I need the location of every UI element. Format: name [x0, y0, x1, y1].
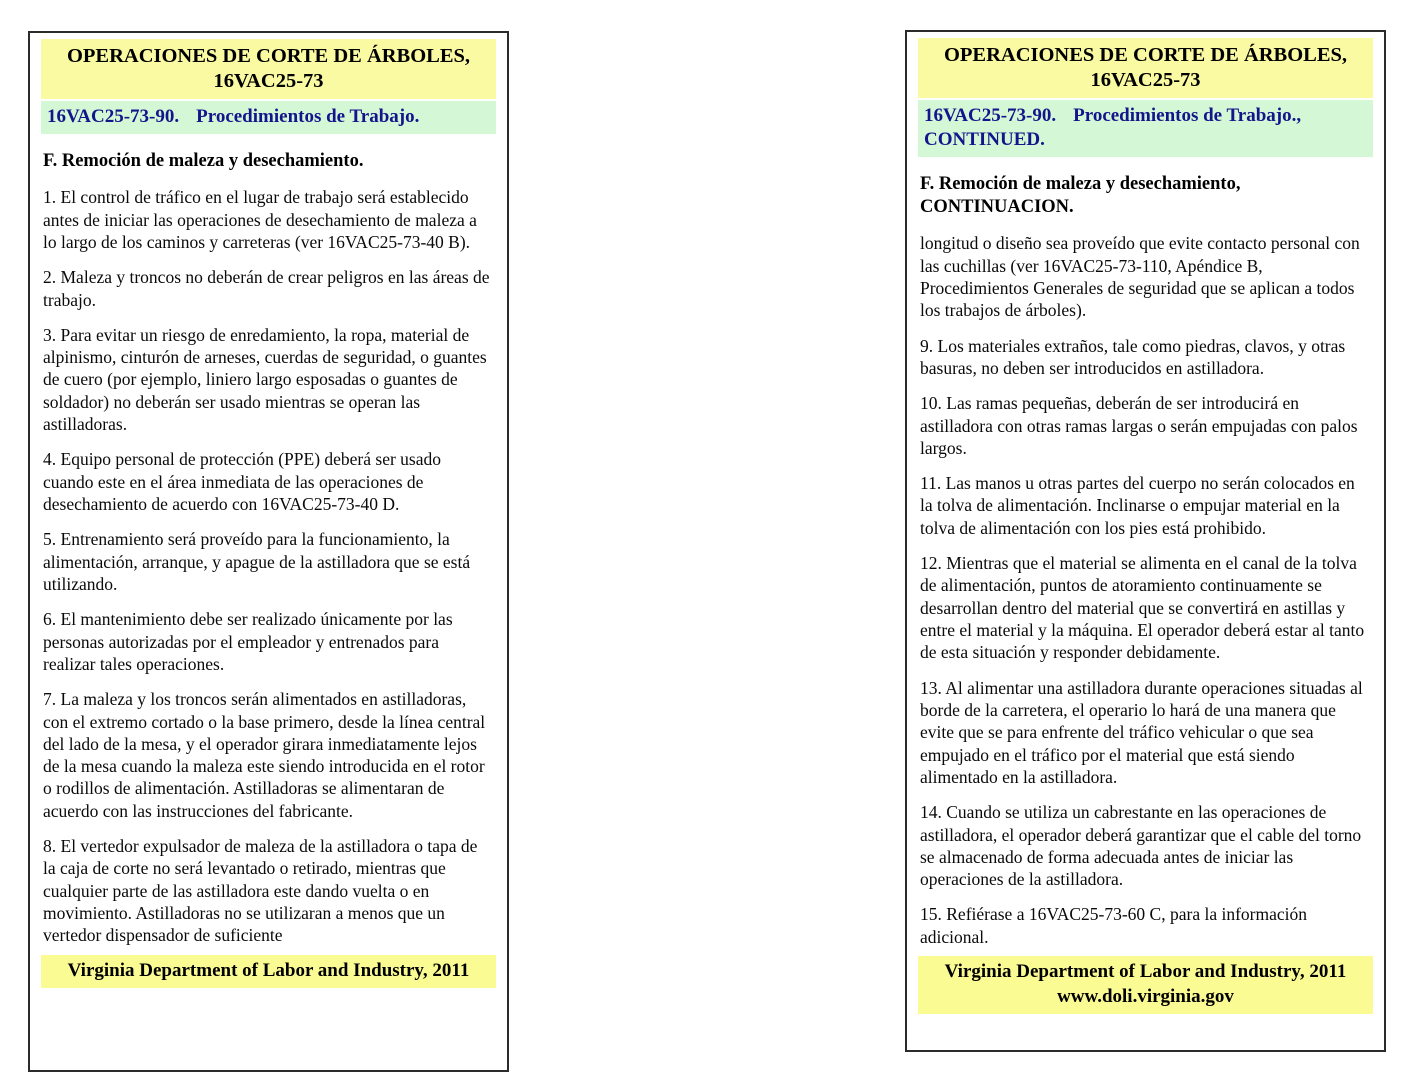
paragraph: 11. Las manos u otras partes del cuerpo no serán colocados en la tolva de alimentación. Inclinarse o empujar material en la tolva de alimentación con los pies está prohibido.: [920, 473, 1355, 538]
page-header: [918, 38, 1373, 98]
paragraph: 1. El control de tráfico en el lugar de trabajo será establecido antes de iniciar las operaciones de desechamiento de maleza a lo largo de los caminos y carreteras (ver 16VAC25-73-40 B).: [43, 187, 477, 252]
header-title-line2: 16VAC25-73: [213, 69, 324, 92]
paragraph: 8. El vertedor expulsador de maleza de la astilladora o tapa de la caja de corte no será levantado o retirado, mientras que cualquier parte de las astilladora este dando vuelta o en movimiento. Astilladoras no se utilizaran a menos que un vertedor dispensador de suficiente: [43, 836, 478, 946]
paragraph: 4. Equipo personal de protección (PPE) deberá ser usado cuando este en el área inmediata de las operaciones de desechamiento de acuerdo con 16VAC25-73-40 D.: [43, 449, 442, 514]
page-header: [41, 39, 496, 99]
paragraph: 7. La maleza y los troncos serán alimentados en astilladoras, con el extremo cortado o la base primero, desde la línea central del lado de la mesa, y el operador girara inmediatamente lejos de la mesa cuando la maleza este siendo introducida en el rotor o rodillos de alimentación. Astilladoras se alimentaran de acuerdo con las instrucciones del fabricante.: [43, 689, 486, 821]
paragraph-list: [920, 232, 1371, 948]
footer-line1: Virginia Department of Labor and Industry, 2011: [67, 959, 470, 981]
page-left: [28, 31, 509, 1072]
paragraph: 5. Entrenamiento será proveído para la funcionamiento, la alimentación, arranque, y apague de la astilladora que se está utilizando.: [43, 529, 471, 594]
paragraph: 14. Cuando se utiliza un cabrestante en las operaciones de astilladora, el operador deberá garantizar que el cable del torno se almacenado de forma adecuada antes de iniciar las operaciones de la astilladora.: [920, 802, 1362, 890]
paragraph: 2. Maleza y troncos no deberán de crear peligros en las áreas de trabajo.: [43, 267, 490, 310]
paragraph-list: [43, 186, 494, 946]
paragraph: 12. Mientras que el material se alimenta en el canal de la tolva de alimentación, puntos de atoramiento continuamente se desarrollan dentro del material que se convertirá en astillas y entre el material y la máquina. El operador deberá estar al tanto de esta situación y responder debidamente.: [920, 553, 1365, 663]
footer-url: www.doli.virginia.gov: [1057, 985, 1234, 1007]
section-heading: [918, 100, 1373, 157]
header-title-line2: 16VAC25-73: [1090, 68, 1201, 91]
section-code: 16VAC25-73-90.: [924, 105, 1057, 127]
page-footer: [41, 955, 496, 989]
paragraph: longitud o diseño sea proveído que evite contacto personal con las cuchillas (ver 16VAC25-73-110, Apéndice B, Procedimientos Generales de seguridad que se aplican a todos los trabajos de árboles).: [920, 233, 1360, 321]
paragraph: 9. Los materiales extraños, tale como piedras, clavos, y otras basuras, no deben ser introducidos en astilladora.: [920, 335, 1346, 378]
paragraph: 3. Para evitar un riesgo de enredamiento, la ropa, material de alpinismo, cinturón de arneses, cuerdas de seguridad, o guantes de cuero (por ejemplo, liniero largo esposadas o guantes de soldador) no deberán ser usado mientras se operan las astilladoras.: [43, 324, 487, 435]
section-title: Procedimientos de Trabajo., CONTINUED.: [924, 105, 1302, 151]
header-title-line1: OPERACIONES DE CORTE DE ÁRBOLES,: [943, 44, 1348, 66]
page-right: [905, 30, 1386, 1052]
header-title-line1: OPERACIONES DE CORTE DE ÁRBOLES,: [66, 45, 471, 67]
paragraph: 10. Las ramas pequeñas, deberán de ser introducirá en astilladora con otras ramas largas o serán empujadas con palos largos.: [920, 393, 1358, 458]
section-heading: [41, 101, 496, 134]
paragraph: 13. Al alimentar una astilladora durante operaciones situadas al borde de la carretera, el operario lo hará de una manera que evite que se para enfrente del tráfico vehicular o que sea empujado en el tráfico por el material que está siendo alimentado en la astilladora.: [920, 677, 1363, 787]
subsection-heading: F. Remoción de maleza y desechamiento.: [43, 151, 364, 172]
footer-line1: Virginia Department of Labor and Industry, 2011: [944, 961, 1347, 983]
subsection-heading: F. Remoción de maleza y desechamiento, CONTINUACION.: [920, 174, 1241, 218]
paragraph: 15. Refiérase a 16VAC25-73-60 C, para la información adicional.: [920, 904, 1307, 947]
section-code: 16VAC25-73-90.: [47, 106, 180, 128]
page-footer: [918, 956, 1373, 1014]
paragraph: 6. El mantenimiento debe ser realizado únicamente por las personas autorizadas por el empleador y entrenados para realizar tales operaciones.: [43, 609, 453, 674]
section-title: Procedimientos de Trabajo.: [196, 106, 420, 128]
